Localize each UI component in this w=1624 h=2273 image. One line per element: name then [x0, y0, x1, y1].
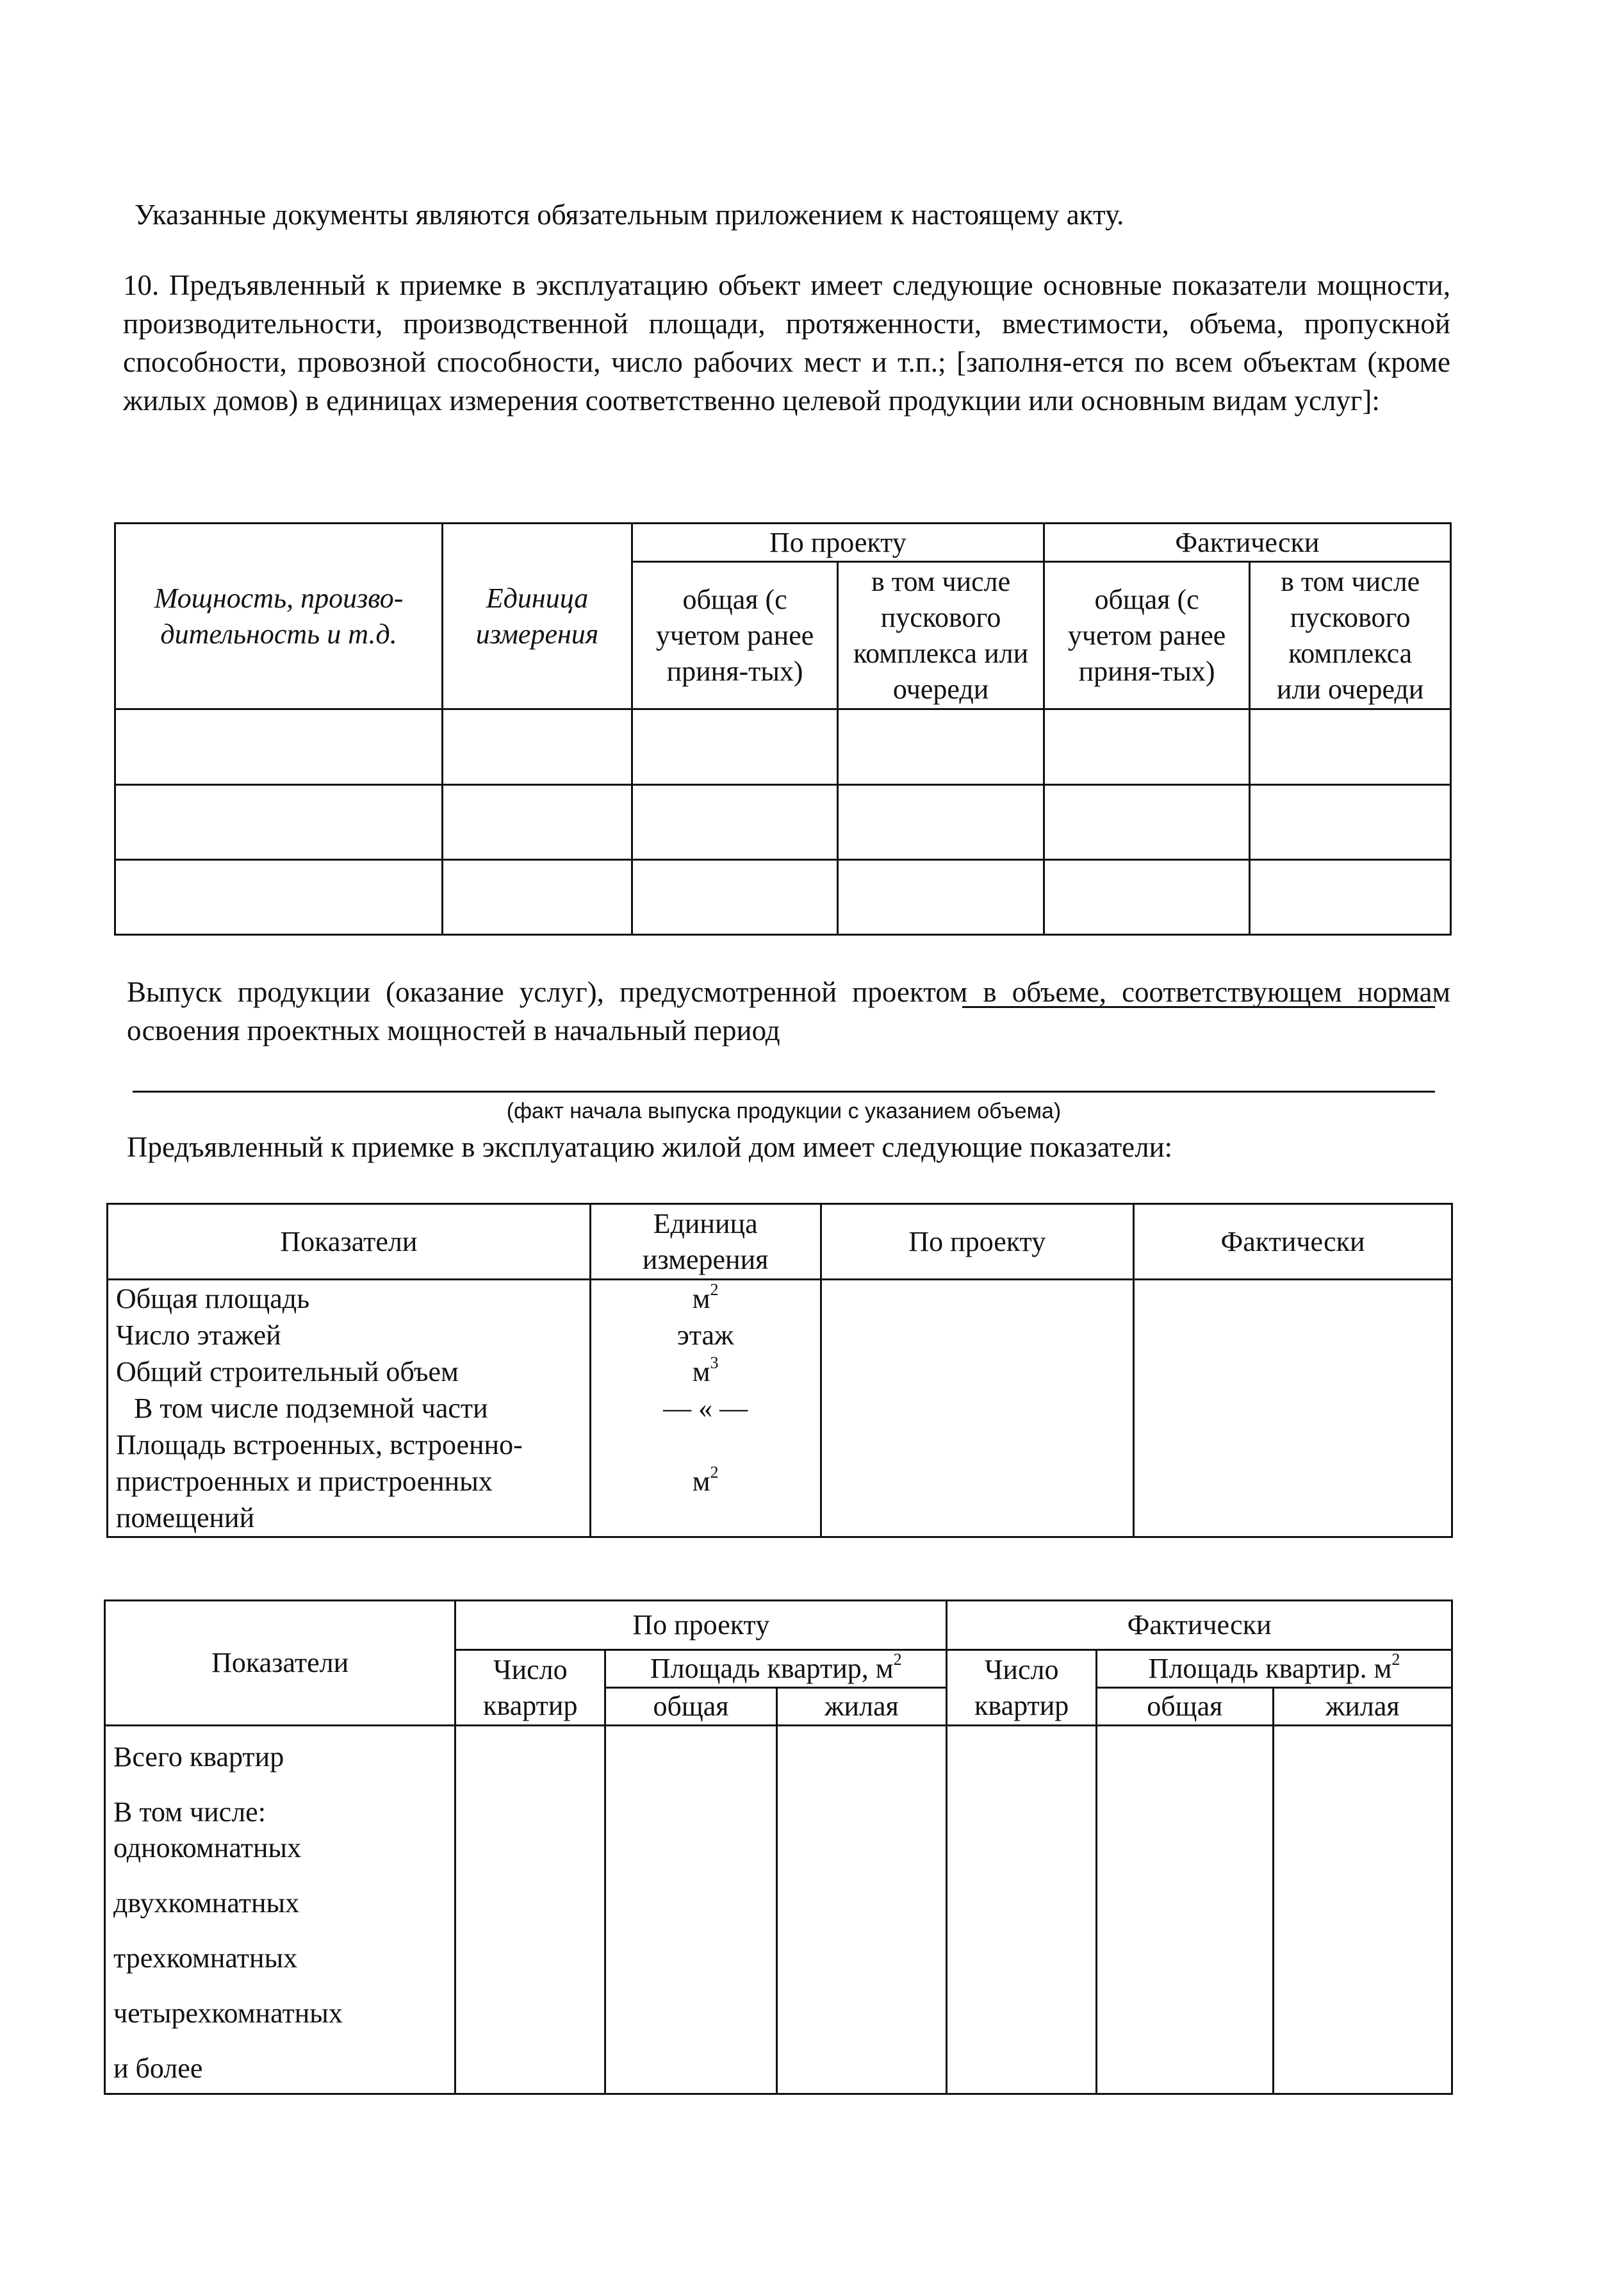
row-label: Общий строительный объем: [116, 1356, 459, 1387]
row-label: Всего квартир: [113, 1741, 284, 1773]
table-row: [115, 860, 1451, 935]
row-label: четырехкомнатных: [113, 1997, 343, 2029]
row-label: В том числе подземной части: [134, 1393, 488, 1424]
row-label: Число этажей: [116, 1319, 281, 1351]
sub-total-header: общая (с учетом ранее приня-тых): [632, 562, 837, 709]
col-unit-header: Единица измерения: [590, 1204, 821, 1280]
sub-including-header: в том числе пускового комплекса или очереди: [838, 562, 1044, 709]
intro-line: Указанные документы являются обязательным приложением к настоящему акту.: [135, 199, 1124, 231]
area-project-header: Площадь квартир, $м^2$: [605, 1650, 947, 1688]
sub-living-header: жилая: [776, 1688, 946, 1726]
unit-values: $м^2$ этаж $м^3$ — « — $м^2$: [590, 1280, 821, 1537]
sub-including-header: в том числе пускового комплекса или очереди: [1250, 562, 1451, 709]
house-indicators-table: [106, 1203, 1453, 1538]
house-intro: Предъявленный к приемке в эксплуатацию жилой дом имеет следующие показатели:: [127, 1131, 1173, 1163]
group-actual-header: Фактически: [947, 1601, 1452, 1650]
capacity-table: [114, 522, 1452, 936]
col-indicators-header: Показатели: [108, 1204, 591, 1280]
sub-total-header: общая (с учетом ранее приня-тых): [1044, 562, 1249, 709]
row-label: двухкомнатных: [113, 1887, 300, 1919]
apartment-row-labels: [105, 1726, 455, 2094]
output-text: Выпуск продукции (оказание услуг), предусмотренной проектом в объеме, соответствующем нормам освоения проектных мощностей в начальный период: [127, 976, 1450, 1046]
section-10-text: 10. Предъявленный к приемке в эксплуатацию объект имеет следующие основные показатели мощности, производительности, производственной площади, протяженности, вместимости, объема, пропускной способности, провозной способности, число рабочих мест и т.п.; [заполня-ется по всем объектам (кроме жилых домов) в единицах измерения соответственно целевой продукции или основным видам услуг]:: [123, 269, 1450, 417]
row-label: однокомнатных: [113, 1832, 302, 1864]
apartments-table: [104, 1599, 1453, 2095]
col-actual-header: Фактически: [1134, 1204, 1452, 1280]
row-label: и более: [113, 2053, 203, 2084]
sub-total-header: общая: [605, 1688, 776, 1726]
sub-living-header: жилая: [1273, 1688, 1452, 1726]
group-actual-header: Фактически: [1044, 524, 1450, 562]
table-row: [115, 785, 1451, 860]
project-values: [821, 1280, 1134, 1537]
fill-line-2[interactable]: [133, 1091, 1435, 1093]
actual-values: [1134, 1280, 1452, 1537]
apartments-count-header: Число квартир: [455, 1650, 605, 1726]
table-row: [115, 709, 1451, 785]
area-actual-header: Площадь квартир. $м^2$: [1097, 1650, 1452, 1688]
group-project-header: По проекту: [455, 1601, 947, 1650]
col-capacity-header: Мощность, произво-дительность и т.д.: [115, 524, 443, 709]
fill-line[interactable]: [962, 1006, 1435, 1008]
group-project-header: По проекту: [632, 524, 1044, 562]
output-caption: (факт начала выпуска продукции с указанием объема): [506, 1099, 1062, 1123]
row-label: В том числе:: [113, 1796, 266, 1828]
apartments-count-header: Число квартир: [947, 1650, 1097, 1726]
indicator-labels: [108, 1280, 591, 1537]
col-indicators-header: Показатели: [105, 1601, 455, 1726]
row-label: Общая площадь: [116, 1283, 310, 1314]
col-project-header: По проекту: [821, 1204, 1134, 1280]
row-label: трехкомнатных: [113, 1942, 298, 1974]
sub-total-header: общая: [1097, 1688, 1273, 1726]
row-label: Площадь встроенных, встроенно-пристроенных и пристроенных помещений: [116, 1429, 523, 1533]
col-unit-header: Единица измерения: [443, 524, 632, 709]
